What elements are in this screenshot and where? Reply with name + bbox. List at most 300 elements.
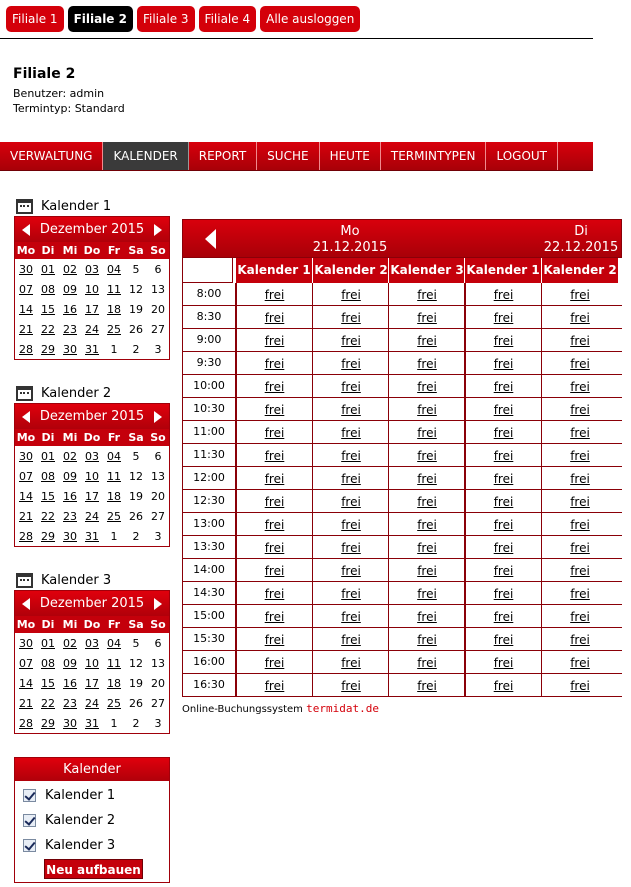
page-title: Filiale 2 bbox=[13, 66, 76, 82]
day-date: 22.12.2015 bbox=[543, 240, 619, 255]
day-cell[interactable]: 08 bbox=[41, 282, 55, 296]
nav-item-verwaltung[interactable]: VERWALTUNG bbox=[0, 142, 103, 170]
day-cell[interactable]: 22 bbox=[41, 696, 55, 710]
day-cell[interactable]: 10 bbox=[85, 656, 99, 670]
free-slot-link[interactable]: frei bbox=[235, 283, 312, 305]
free-slot-link[interactable]: frei bbox=[388, 444, 465, 466]
free-slot-link[interactable]: frei bbox=[388, 352, 465, 374]
free-slot-link[interactable]: frei bbox=[388, 283, 465, 305]
free-slot-link[interactable]: frei bbox=[235, 582, 312, 604]
mini-calendar-name: Kalender 3 bbox=[41, 572, 112, 588]
day-cell[interactable]: 15 bbox=[41, 676, 55, 690]
weekday-header: Fr bbox=[103, 242, 125, 259]
nav-item-heute[interactable]: HEUTE bbox=[320, 142, 381, 170]
free-slot-link[interactable]: frei bbox=[541, 628, 618, 650]
free-slot-link[interactable]: frei bbox=[541, 375, 618, 397]
day-cell[interactable]: 09 bbox=[63, 282, 77, 296]
day-cell[interactable]: 17 bbox=[85, 302, 99, 316]
calendar-checkbox[interactable] bbox=[23, 789, 36, 802]
free-slot-link[interactable]: frei bbox=[312, 421, 389, 443]
time-slot-row bbox=[182, 605, 622, 628]
free-slot-link[interactable]: frei bbox=[388, 398, 465, 420]
free-slot-link[interactable]: frei bbox=[464, 536, 541, 558]
day-cell[interactable]: 09 bbox=[63, 469, 77, 483]
day-cell: 3 bbox=[154, 342, 162, 356]
day-cell[interactable]: 09 bbox=[63, 656, 77, 670]
day-cell[interactable]: 30 bbox=[63, 342, 77, 356]
day-cell: 5 bbox=[132, 636, 140, 650]
day-cell[interactable]: 17 bbox=[85, 676, 99, 690]
next-month-arrow-icon[interactable] bbox=[154, 224, 162, 236]
time-slot-row bbox=[182, 513, 622, 536]
day-cell[interactable]: 11 bbox=[107, 656, 121, 670]
day-cell[interactable]: 14 bbox=[19, 676, 33, 690]
weekday-header: Di bbox=[37, 429, 59, 446]
day-cell[interactable]: 29 bbox=[41, 342, 55, 356]
time-label: 13:30 bbox=[182, 536, 235, 558]
day-cell[interactable]: 10 bbox=[85, 282, 99, 296]
free-slot-link[interactable]: frei bbox=[235, 398, 312, 420]
free-slot-link[interactable]: frei bbox=[541, 513, 618, 535]
free-slot-link[interactable]: frei bbox=[312, 674, 389, 696]
free-slot-link[interactable]: frei bbox=[235, 605, 312, 627]
time-label: 12:00 bbox=[182, 467, 235, 489]
day-cell[interactable]: 24 bbox=[85, 696, 99, 710]
day-cell[interactable]: 14 bbox=[19, 489, 33, 503]
day-cell: 13 bbox=[151, 469, 165, 483]
day-cell: 2 bbox=[132, 716, 140, 730]
weekday-header: Sa bbox=[125, 616, 147, 633]
column-headers bbox=[182, 258, 622, 283]
day-cell[interactable]: 04 bbox=[107, 262, 121, 276]
day-cell[interactable]: 30 bbox=[63, 529, 77, 543]
filter-panel-title: Kalender bbox=[15, 758, 169, 781]
day-date: 21.12.2015 bbox=[312, 240, 388, 255]
day-cell[interactable]: 02 bbox=[63, 636, 77, 650]
time-label: 11:00 bbox=[182, 421, 235, 443]
day-cell: 5 bbox=[132, 262, 140, 276]
free-slot-link[interactable]: frei bbox=[541, 651, 618, 673]
free-slot-link[interactable]: frei bbox=[464, 651, 541, 673]
time-label: 9:00 bbox=[182, 329, 235, 351]
day-cell: 13 bbox=[151, 656, 165, 670]
free-slot-link[interactable]: frei bbox=[464, 421, 541, 443]
free-slot-link[interactable]: frei bbox=[312, 306, 389, 328]
day-cell[interactable]: 04 bbox=[107, 636, 121, 650]
weekday-header: Di bbox=[37, 242, 59, 259]
day-weekday: Mo bbox=[340, 224, 360, 239]
free-slot-link[interactable]: frei bbox=[312, 582, 389, 604]
free-slot-link[interactable]: frei bbox=[541, 352, 618, 374]
footer bbox=[182, 702, 379, 715]
day-cell[interactable]: 23 bbox=[63, 322, 77, 336]
day-cell[interactable]: 01 bbox=[41, 449, 55, 463]
free-slot-link[interactable]: frei bbox=[312, 559, 389, 581]
free-slot-link[interactable]: frei bbox=[464, 352, 541, 374]
branch-tab[interactable]: Filiale 3 bbox=[137, 6, 195, 32]
month-picker bbox=[14, 403, 170, 547]
free-slot-link[interactable]: frei bbox=[312, 513, 389, 535]
day-cell[interactable]: 03 bbox=[85, 636, 99, 650]
month-nav bbox=[15, 591, 169, 616]
day-cell[interactable]: 15 bbox=[41, 302, 55, 316]
free-slot-link[interactable]: frei bbox=[464, 628, 541, 650]
calendar-checkbox[interactable] bbox=[23, 814, 36, 827]
day-cell[interactable]: 31 bbox=[85, 529, 99, 543]
free-slot-link[interactable]: frei bbox=[464, 490, 541, 512]
free-slot-link[interactable]: frei bbox=[388, 513, 465, 535]
weekday-header: Do bbox=[81, 242, 103, 259]
day-weekday: Di bbox=[574, 224, 588, 239]
next-month-arrow-icon[interactable] bbox=[154, 411, 162, 423]
day-cell[interactable]: 22 bbox=[41, 509, 55, 523]
time-slot-row bbox=[182, 306, 622, 329]
calendar-column-header: Kalender 3 bbox=[388, 258, 465, 283]
day-cell[interactable]: 18 bbox=[107, 302, 121, 316]
day-cell[interactable]: 29 bbox=[41, 716, 55, 730]
prev-month-arrow-icon[interactable] bbox=[22, 411, 30, 423]
day-cell[interactable]: 04 bbox=[107, 449, 121, 463]
day-cell: 27 bbox=[151, 696, 165, 710]
mini-calendar-name: Kalender 1 bbox=[41, 198, 112, 214]
day-cell: 20 bbox=[151, 489, 165, 503]
day-cell: 13 bbox=[151, 282, 165, 296]
month-grid bbox=[15, 242, 169, 359]
calendar-column-header: Kalender 2 bbox=[541, 258, 618, 283]
day-cell: 1 bbox=[110, 529, 118, 543]
day-cell[interactable]: 24 bbox=[85, 509, 99, 523]
free-slot-link[interactable]: frei bbox=[464, 329, 541, 351]
mini-calendar bbox=[13, 570, 170, 730]
day-cell: 19 bbox=[129, 302, 143, 316]
free-slot-link[interactable]: frei bbox=[541, 582, 618, 604]
free-slot-link[interactable]: frei bbox=[312, 605, 389, 627]
free-slot-link[interactable]: frei bbox=[235, 467, 312, 489]
free-slot-link[interactable]: frei bbox=[464, 375, 541, 397]
free-slot-link[interactable]: frei bbox=[464, 582, 541, 604]
free-slot-link[interactable]: frei bbox=[541, 605, 618, 627]
appointment-type-info: Termintyp: Standard bbox=[13, 102, 125, 115]
free-slot-link[interactable]: frei bbox=[541, 306, 618, 328]
calendar-checkbox[interactable] bbox=[23, 839, 36, 852]
day-cell: 3 bbox=[154, 529, 162, 543]
time-slot-row bbox=[182, 674, 622, 697]
free-slot-link[interactable]: frei bbox=[388, 628, 465, 650]
time-label: 14:30 bbox=[182, 582, 235, 604]
rebuild-button[interactable]: Neu aufbauen bbox=[44, 859, 143, 879]
time-slot-row bbox=[182, 582, 622, 605]
weekday-header: Mi bbox=[59, 429, 81, 446]
day-cell[interactable]: 28 bbox=[19, 716, 33, 730]
free-slot-link[interactable]: frei bbox=[388, 651, 465, 673]
free-slot-link[interactable]: frei bbox=[388, 582, 465, 604]
time-slot-row bbox=[182, 352, 622, 375]
day-cell[interactable]: 07 bbox=[19, 656, 33, 670]
calendar-icon bbox=[16, 199, 33, 214]
day-cell[interactable]: 07 bbox=[19, 469, 33, 483]
free-slot-link[interactable]: frei bbox=[464, 398, 541, 420]
day-cell[interactable]: 11 bbox=[107, 282, 121, 296]
free-slot-link[interactable]: frei bbox=[235, 651, 312, 673]
free-slot-link[interactable]: frei bbox=[235, 352, 312, 374]
free-slot-link[interactable]: frei bbox=[541, 398, 618, 420]
free-slot-link[interactable]: frei bbox=[235, 421, 312, 443]
free-slot-link[interactable]: frei bbox=[541, 467, 618, 489]
time-label: 16:00 bbox=[182, 651, 235, 673]
day-heading bbox=[531, 224, 631, 256]
free-slot-link[interactable]: frei bbox=[541, 674, 618, 696]
free-slot-link[interactable]: frei bbox=[312, 536, 389, 558]
nav-item-logout[interactable]: LOGOUT bbox=[486, 142, 558, 170]
day-cell[interactable]: 16 bbox=[63, 676, 77, 690]
free-slot-link[interactable]: frei bbox=[464, 513, 541, 535]
day-cell: 12 bbox=[129, 656, 143, 670]
day-cell[interactable]: 21 bbox=[19, 322, 33, 336]
nav-item-termintypen[interactable]: TERMINTYPEN bbox=[381, 142, 487, 170]
day-cell: 12 bbox=[129, 282, 143, 296]
mini-calendar bbox=[13, 196, 170, 356]
free-slot-link[interactable]: frei bbox=[541, 559, 618, 581]
weekday-header: Do bbox=[81, 429, 103, 446]
time-label: 8:00 bbox=[182, 283, 235, 305]
free-slot-link[interactable]: frei bbox=[541, 536, 618, 558]
time-slot-row bbox=[182, 651, 622, 674]
free-slot-link[interactable]: frei bbox=[464, 605, 541, 627]
day-cell[interactable]: 16 bbox=[63, 489, 77, 503]
weekday-header: So bbox=[147, 616, 169, 633]
time-label: 13:00 bbox=[182, 513, 235, 535]
footer-link[interactable]: termidat.de bbox=[306, 702, 379, 715]
calendar-icon bbox=[16, 573, 33, 588]
day-cell: 2 bbox=[132, 342, 140, 356]
day-cell[interactable]: 28 bbox=[19, 529, 33, 543]
weekday-header: Sa bbox=[125, 242, 147, 259]
free-slot-link[interactable]: frei bbox=[541, 444, 618, 466]
free-slot-link[interactable]: frei bbox=[312, 329, 389, 351]
free-slot-link[interactable]: frei bbox=[235, 674, 312, 696]
day-cell: 27 bbox=[151, 322, 165, 336]
time-slot-row bbox=[182, 467, 622, 490]
day-cell[interactable]: 07 bbox=[19, 282, 33, 296]
time-label: 11:30 bbox=[182, 444, 235, 466]
day-cell[interactable]: 24 bbox=[85, 322, 99, 336]
free-slot-link[interactable]: frei bbox=[388, 467, 465, 489]
day-cell: 20 bbox=[151, 302, 165, 316]
free-slot-link[interactable]: frei bbox=[235, 306, 312, 328]
day-cell[interactable]: 02 bbox=[63, 262, 77, 276]
branch-tab[interactable]: Alle ausloggen bbox=[260, 6, 360, 32]
free-slot-link[interactable]: frei bbox=[235, 375, 312, 397]
calendar-filter-label: Kalender 1 bbox=[45, 788, 116, 803]
month-nav bbox=[15, 217, 169, 242]
month-label: Dezember 2015 bbox=[39, 222, 145, 237]
free-slot-link[interactable]: frei bbox=[388, 421, 465, 443]
free-slot-link[interactable]: frei bbox=[312, 398, 389, 420]
month-picker bbox=[14, 590, 170, 734]
nav-item-report[interactable]: REPORT bbox=[189, 142, 257, 170]
day-cell: 26 bbox=[129, 322, 143, 336]
calendar-column-header: Kalender 1 bbox=[235, 258, 312, 283]
branch-tab[interactable]: Filiale 4 bbox=[199, 6, 257, 32]
day-cell[interactable]: 25 bbox=[107, 322, 121, 336]
day-cell[interactable]: 25 bbox=[107, 696, 121, 710]
branch-tab[interactable]: Filiale 1 bbox=[6, 6, 64, 32]
day-cell[interactable]: 30 bbox=[19, 449, 33, 463]
time-label: 15:00 bbox=[182, 605, 235, 627]
free-slot-link[interactable]: frei bbox=[541, 421, 618, 443]
mini-calendar-name: Kalender 2 bbox=[41, 385, 112, 401]
free-slot-link[interactable]: frei bbox=[312, 283, 389, 305]
branch-tab[interactable]: Filiale 2 bbox=[68, 6, 133, 32]
time-slot-row bbox=[182, 283, 622, 306]
weekday-header: Di bbox=[37, 616, 59, 633]
day-cell: 3 bbox=[154, 716, 162, 730]
day-cell[interactable]: 11 bbox=[107, 469, 121, 483]
free-slot-link[interactable]: frei bbox=[235, 628, 312, 650]
day-cell[interactable]: 03 bbox=[85, 262, 99, 276]
free-slot-link[interactable]: frei bbox=[464, 283, 541, 305]
calendar-filter-row bbox=[23, 838, 115, 853]
calendar-filter-row bbox=[23, 813, 115, 828]
day-cell[interactable]: 03 bbox=[85, 449, 99, 463]
day-cell[interactable]: 21 bbox=[19, 509, 33, 523]
day-cell[interactable]: 25 bbox=[107, 509, 121, 523]
footer-text: Online-Buchungssystem bbox=[182, 704, 303, 715]
time-label: 9:30 bbox=[182, 352, 235, 374]
free-slot-link[interactable]: frei bbox=[541, 283, 618, 305]
day-cell[interactable]: 15 bbox=[41, 489, 55, 503]
day-cell[interactable]: 22 bbox=[41, 322, 55, 336]
time-label: 10:30 bbox=[182, 398, 235, 420]
prev-month-arrow-icon[interactable] bbox=[22, 224, 30, 236]
time-slot-row bbox=[182, 398, 622, 421]
day-cell[interactable]: 18 bbox=[107, 489, 121, 503]
day-cell[interactable]: 10 bbox=[85, 469, 99, 483]
free-slot-link[interactable]: frei bbox=[388, 674, 465, 696]
day-cell: 6 bbox=[154, 449, 162, 463]
free-slot-link[interactable]: frei bbox=[235, 329, 312, 351]
month-label: Dezember 2015 bbox=[39, 409, 145, 424]
time-slot-row bbox=[182, 329, 622, 352]
day-cell: 26 bbox=[129, 509, 143, 523]
weekday-header: Mo bbox=[16, 244, 36, 257]
weekday-header: Fr bbox=[103, 429, 125, 446]
time-slot-row bbox=[182, 421, 622, 444]
month-nav bbox=[15, 404, 169, 429]
free-slot-link[interactable]: frei bbox=[388, 329, 465, 351]
free-slot-link[interactable]: frei bbox=[464, 674, 541, 696]
day-cell[interactable]: 30 bbox=[19, 262, 33, 276]
nav-item-suche[interactable]: SUCHE bbox=[257, 142, 319, 170]
day-cell[interactable]: 23 bbox=[63, 696, 77, 710]
weekday-header: So bbox=[147, 429, 169, 446]
day-cell: 12 bbox=[129, 469, 143, 483]
day-cell: 1 bbox=[110, 716, 118, 730]
free-slot-link[interactable]: frei bbox=[312, 444, 389, 466]
calendar-icon bbox=[16, 386, 33, 401]
time-slot-row bbox=[182, 536, 622, 559]
mini-calendar-heading bbox=[13, 196, 170, 216]
free-slot-link[interactable]: frei bbox=[235, 559, 312, 581]
branch-tabs bbox=[6, 6, 360, 32]
week-header bbox=[182, 219, 622, 258]
calendar-filter-label: Kalender 2 bbox=[45, 813, 116, 828]
free-slot-link[interactable]: frei bbox=[235, 513, 312, 535]
day-cell[interactable]: 30 bbox=[63, 716, 77, 730]
mini-calendar bbox=[13, 383, 170, 543]
day-cell[interactable]: 01 bbox=[41, 636, 55, 650]
day-cell[interactable]: 31 bbox=[85, 342, 99, 356]
day-cell[interactable]: 08 bbox=[41, 469, 55, 483]
next-month-arrow-icon[interactable] bbox=[154, 598, 162, 610]
weekday-header: Fr bbox=[103, 616, 125, 633]
free-slot-link[interactable]: frei bbox=[464, 467, 541, 489]
time-slot-row bbox=[182, 444, 622, 467]
day-heading bbox=[300, 224, 400, 256]
month-picker bbox=[14, 216, 170, 360]
free-slot-link[interactable]: frei bbox=[312, 375, 389, 397]
time-label: 8:30 bbox=[182, 306, 235, 328]
calendar-filter-row bbox=[23, 788, 115, 803]
day-cell: 27 bbox=[151, 509, 165, 523]
time-slot-row bbox=[182, 375, 622, 398]
nav-item-kalender[interactable]: KALENDER bbox=[103, 142, 188, 170]
day-cell[interactable]: 28 bbox=[19, 342, 33, 356]
prev-week-arrow-icon[interactable] bbox=[205, 229, 216, 249]
day-cell[interactable]: 23 bbox=[63, 509, 77, 523]
day-cell[interactable]: 16 bbox=[63, 302, 77, 316]
free-slot-link[interactable]: frei bbox=[312, 467, 389, 489]
time-slot-rows bbox=[182, 283, 622, 697]
free-slot-link[interactable]: frei bbox=[235, 444, 312, 466]
free-slot-link[interactable]: frei bbox=[464, 444, 541, 466]
time-label: 12:30 bbox=[182, 490, 235, 512]
free-slot-link[interactable]: frei bbox=[388, 536, 465, 558]
prev-month-arrow-icon[interactable] bbox=[22, 598, 30, 610]
day-cell[interactable]: 31 bbox=[85, 716, 99, 730]
calendar-filter-panel bbox=[14, 757, 170, 883]
free-slot-link[interactable]: frei bbox=[235, 490, 312, 512]
free-slot-link[interactable]: frei bbox=[464, 306, 541, 328]
free-slot-link[interactable]: frei bbox=[464, 559, 541, 581]
day-cell[interactable]: 30 bbox=[19, 636, 33, 650]
day-cell[interactable]: 02 bbox=[63, 449, 77, 463]
free-slot-link[interactable]: frei bbox=[312, 352, 389, 374]
day-cell[interactable]: 17 bbox=[85, 489, 99, 503]
day-cell[interactable]: 08 bbox=[41, 656, 55, 670]
time-slot-row bbox=[182, 490, 622, 513]
free-slot-link[interactable]: frei bbox=[541, 490, 618, 512]
free-slot-link[interactable]: frei bbox=[312, 490, 389, 512]
free-slot-link[interactable]: frei bbox=[388, 490, 465, 512]
calendar-column-header: Kalender 2 bbox=[312, 258, 389, 283]
day-cell[interactable]: 01 bbox=[41, 262, 55, 276]
day-cell[interactable]: 14 bbox=[19, 302, 33, 316]
free-slot-link[interactable]: frei bbox=[388, 559, 465, 581]
free-slot-link[interactable]: frei bbox=[312, 628, 389, 650]
free-slot-link[interactable]: frei bbox=[388, 605, 465, 627]
time-slot-row bbox=[182, 628, 622, 651]
day-cell: 20 bbox=[151, 676, 165, 690]
day-cell[interactable]: 21 bbox=[19, 696, 33, 710]
free-slot-link[interactable]: frei bbox=[312, 651, 389, 673]
free-slot-link[interactable]: frei bbox=[388, 306, 465, 328]
free-slot-link[interactable]: frei bbox=[541, 329, 618, 351]
day-cell[interactable]: 18 bbox=[107, 676, 121, 690]
free-slot-link[interactable]: frei bbox=[388, 375, 465, 397]
day-cell[interactable]: 29 bbox=[41, 529, 55, 543]
free-slot-link[interactable]: frei bbox=[235, 536, 312, 558]
